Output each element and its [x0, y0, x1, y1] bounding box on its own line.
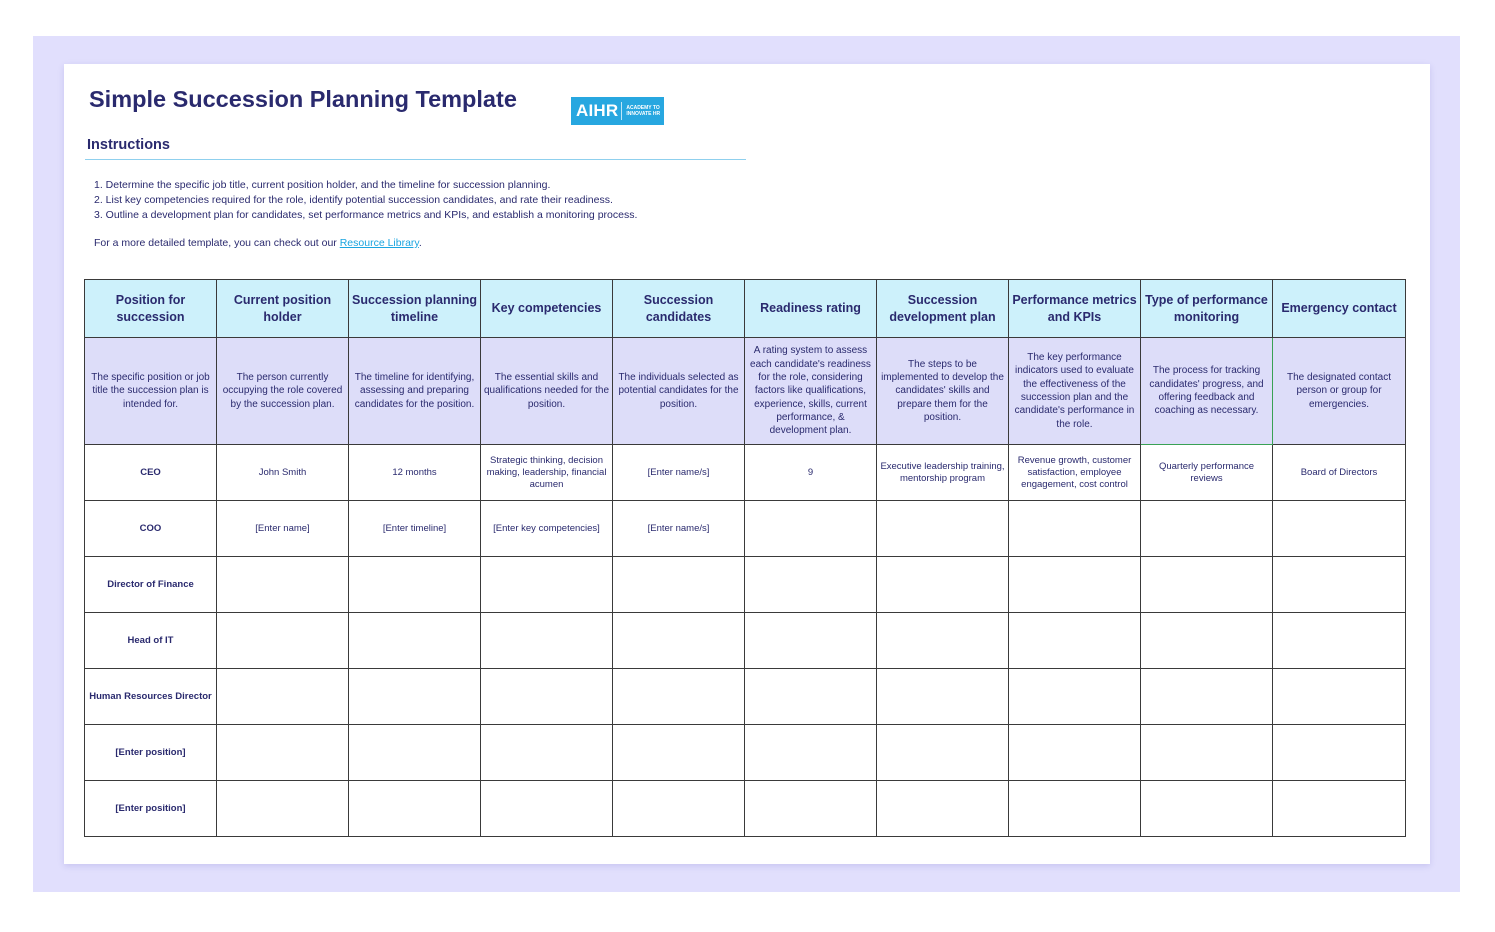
table-cell[interactable] [349, 613, 481, 669]
resource-note-text: For a more detailed template, you can check out our [94, 237, 340, 249]
table-cell[interactable] [1009, 669, 1141, 725]
table-cell[interactable] [613, 669, 745, 725]
table-cell[interactable] [877, 501, 1009, 557]
table-cell[interactable] [877, 725, 1009, 781]
table-cell[interactable]: [Enter key competencies] [481, 501, 613, 557]
succession-table [84, 279, 1406, 837]
column-description[interactable]: The designated contact person or group for emergencies. [1273, 338, 1406, 445]
table-cell[interactable] [745, 501, 877, 557]
table-cell[interactable]: 12 months [349, 445, 481, 501]
column-header: Key competencies [481, 280, 613, 338]
table-cell[interactable] [1141, 613, 1273, 669]
table-row [85, 781, 1406, 837]
column-header: Current position holder [217, 280, 349, 338]
table-cell[interactable] [1141, 501, 1273, 557]
table-cell[interactable]: 9 [745, 445, 877, 501]
table-cell[interactable] [745, 725, 877, 781]
position-cell[interactable]: [Enter position] [85, 725, 217, 781]
description-row [85, 338, 1406, 445]
table-cell[interactable]: Quarterly performance reviews [1141, 445, 1273, 501]
table-cell[interactable] [1273, 557, 1406, 613]
table-cell[interactable] [745, 557, 877, 613]
table-cell[interactable] [481, 669, 613, 725]
table-cell[interactable]: Strategic thinking, decision making, leadership, financial acumen [481, 445, 613, 501]
table-cell[interactable]: Board of Directors [1273, 445, 1406, 501]
table-row [85, 501, 1406, 557]
header-row [85, 280, 1406, 338]
template-sheet [64, 64, 1430, 864]
table-cell[interactable] [745, 613, 877, 669]
resource-note-suffix: . [418, 237, 422, 249]
page-title: Simple Succession Planning Template [89, 86, 517, 112]
table-cell[interactable] [349, 557, 481, 613]
column-description[interactable]: The timeline for identifying, assessing and preparing candidates for the position. [349, 338, 481, 445]
table-cell[interactable] [1009, 557, 1141, 613]
table-cell[interactable] [1273, 781, 1406, 837]
table-cell[interactable] [613, 781, 745, 837]
table-cell[interactable] [1273, 613, 1406, 669]
column-description[interactable]: The steps to be implemented to develop the candidates' skills and prepare them for the position. [877, 338, 1009, 445]
table-cell[interactable] [745, 781, 877, 837]
table-cell[interactable] [217, 669, 349, 725]
table-cell[interactable] [1141, 557, 1273, 613]
column-description[interactable]: The essential skills and qualifications needed for the position. [481, 338, 613, 445]
column-header: Succession candidates [613, 280, 745, 338]
table-cell[interactable] [1141, 781, 1273, 837]
table-cell[interactable] [217, 781, 349, 837]
resource-note [94, 237, 422, 249]
table-row [85, 557, 1406, 613]
table-cell[interactable] [1009, 501, 1141, 557]
position-cell[interactable]: CEO [85, 445, 217, 501]
table-row [85, 725, 1406, 781]
table-cell[interactable] [1009, 781, 1141, 837]
table-cell[interactable]: [Enter name/s] [613, 501, 745, 557]
table-cell[interactable]: [Enter timeline] [349, 501, 481, 557]
table-cell[interactable] [217, 613, 349, 669]
table-cell[interactable] [349, 725, 481, 781]
table-cell[interactable] [1273, 669, 1406, 725]
column-description-selected[interactable]: The process for tracking candidates' progress, and offering feedback and coaching as necessary. [1141, 338, 1273, 445]
table-cell[interactable] [1141, 669, 1273, 725]
column-description[interactable]: A rating system to assess each candidate's readiness for the role, considering factors like qualifications, experience, skills, current performance, & development plan. [745, 338, 877, 445]
table-cell[interactable] [613, 613, 745, 669]
table-cell[interactable] [1273, 501, 1406, 557]
table-cell[interactable] [349, 781, 481, 837]
column-header: Succession planning timeline [349, 280, 481, 338]
column-description[interactable]: The specific position or job title the succession plan is intended for. [85, 338, 217, 445]
table-row [85, 445, 1406, 501]
table-body [85, 445, 1406, 837]
column-header: Readiness rating [745, 280, 877, 338]
table-cell[interactable] [481, 613, 613, 669]
table-cell[interactable]: Revenue growth, customer satisfaction, employee engagement, cost control [1009, 445, 1141, 501]
column-description[interactable]: The person currently occupying the role covered by the succession plan. [217, 338, 349, 445]
instruction-step: 2. List key competencies required for the role, identify potential succession candidates, and rate their readiness. [94, 194, 613, 206]
table-cell[interactable] [877, 781, 1009, 837]
table-cell[interactable] [217, 557, 349, 613]
table-cell[interactable] [1009, 725, 1141, 781]
column-header: Emergency contact [1273, 280, 1406, 338]
table-cell[interactable] [745, 669, 877, 725]
column-header: Position for succession [85, 280, 217, 338]
table-cell[interactable] [1273, 725, 1406, 781]
instructions-divider [85, 159, 746, 160]
position-cell[interactable]: COO [85, 501, 217, 557]
table-cell[interactable] [1141, 725, 1273, 781]
table-cell[interactable]: [Enter name/s] [613, 445, 745, 501]
table-cell[interactable] [349, 669, 481, 725]
table-cell[interactable] [613, 725, 745, 781]
column-description[interactable]: The individuals selected as potential candidates for the position. [613, 338, 745, 445]
table-cell[interactable] [481, 781, 613, 837]
column-header: Performance metrics and KPIs [1009, 280, 1141, 338]
table-cell[interactable]: Executive leadership training, mentorship program [877, 445, 1009, 501]
table-cell[interactable] [877, 613, 1009, 669]
table-cell[interactable] [217, 725, 349, 781]
logo-tagline [626, 105, 660, 117]
instructions-list [94, 178, 637, 223]
logo-wordmark: AIHR [576, 101, 619, 120]
table-row [85, 613, 1406, 669]
table-cell[interactable]: [Enter name] [217, 501, 349, 557]
table-cell[interactable] [613, 557, 745, 613]
table-cell[interactable]: John Smith [217, 445, 349, 501]
position-cell[interactable]: Human Resources Director [85, 669, 217, 725]
column-header: Type of performance monitoring [1141, 280, 1273, 338]
instructions-heading: Instructions [87, 137, 170, 153]
table-cell[interactable] [481, 557, 613, 613]
table-cell[interactable] [481, 725, 613, 781]
table-cell[interactable] [877, 557, 1009, 613]
logo-tagline-line2: INNOVATE HR [626, 111, 661, 117]
position-cell[interactable]: Director of Finance [85, 557, 217, 613]
table-row [85, 669, 1406, 725]
column-header: Succession development plan [877, 280, 1009, 338]
position-cell[interactable]: [Enter position] [85, 781, 217, 837]
aihr-logo [571, 97, 664, 125]
table-cell[interactable] [1009, 613, 1141, 669]
logo-divider [621, 102, 622, 120]
table-cell[interactable] [877, 669, 1009, 725]
instruction-step: 3. Outline a development plan for candidates, set performance metrics and KPIs, and establish a monitoring process. [94, 209, 638, 221]
position-cell[interactable]: Head of IT [85, 613, 217, 669]
logo-tagline-line1: ACADEMY TO [626, 105, 660, 111]
instruction-step: 1. Determine the specific job title, current position holder, and the timeline for succession planning. [94, 179, 551, 191]
resource-library-link[interactable]: Resource Library [339, 237, 419, 249]
column-description[interactable]: The key performance indicators used to evaluate the effectiveness of the succession plan and the candidate's performance in the role. [1009, 338, 1141, 445]
